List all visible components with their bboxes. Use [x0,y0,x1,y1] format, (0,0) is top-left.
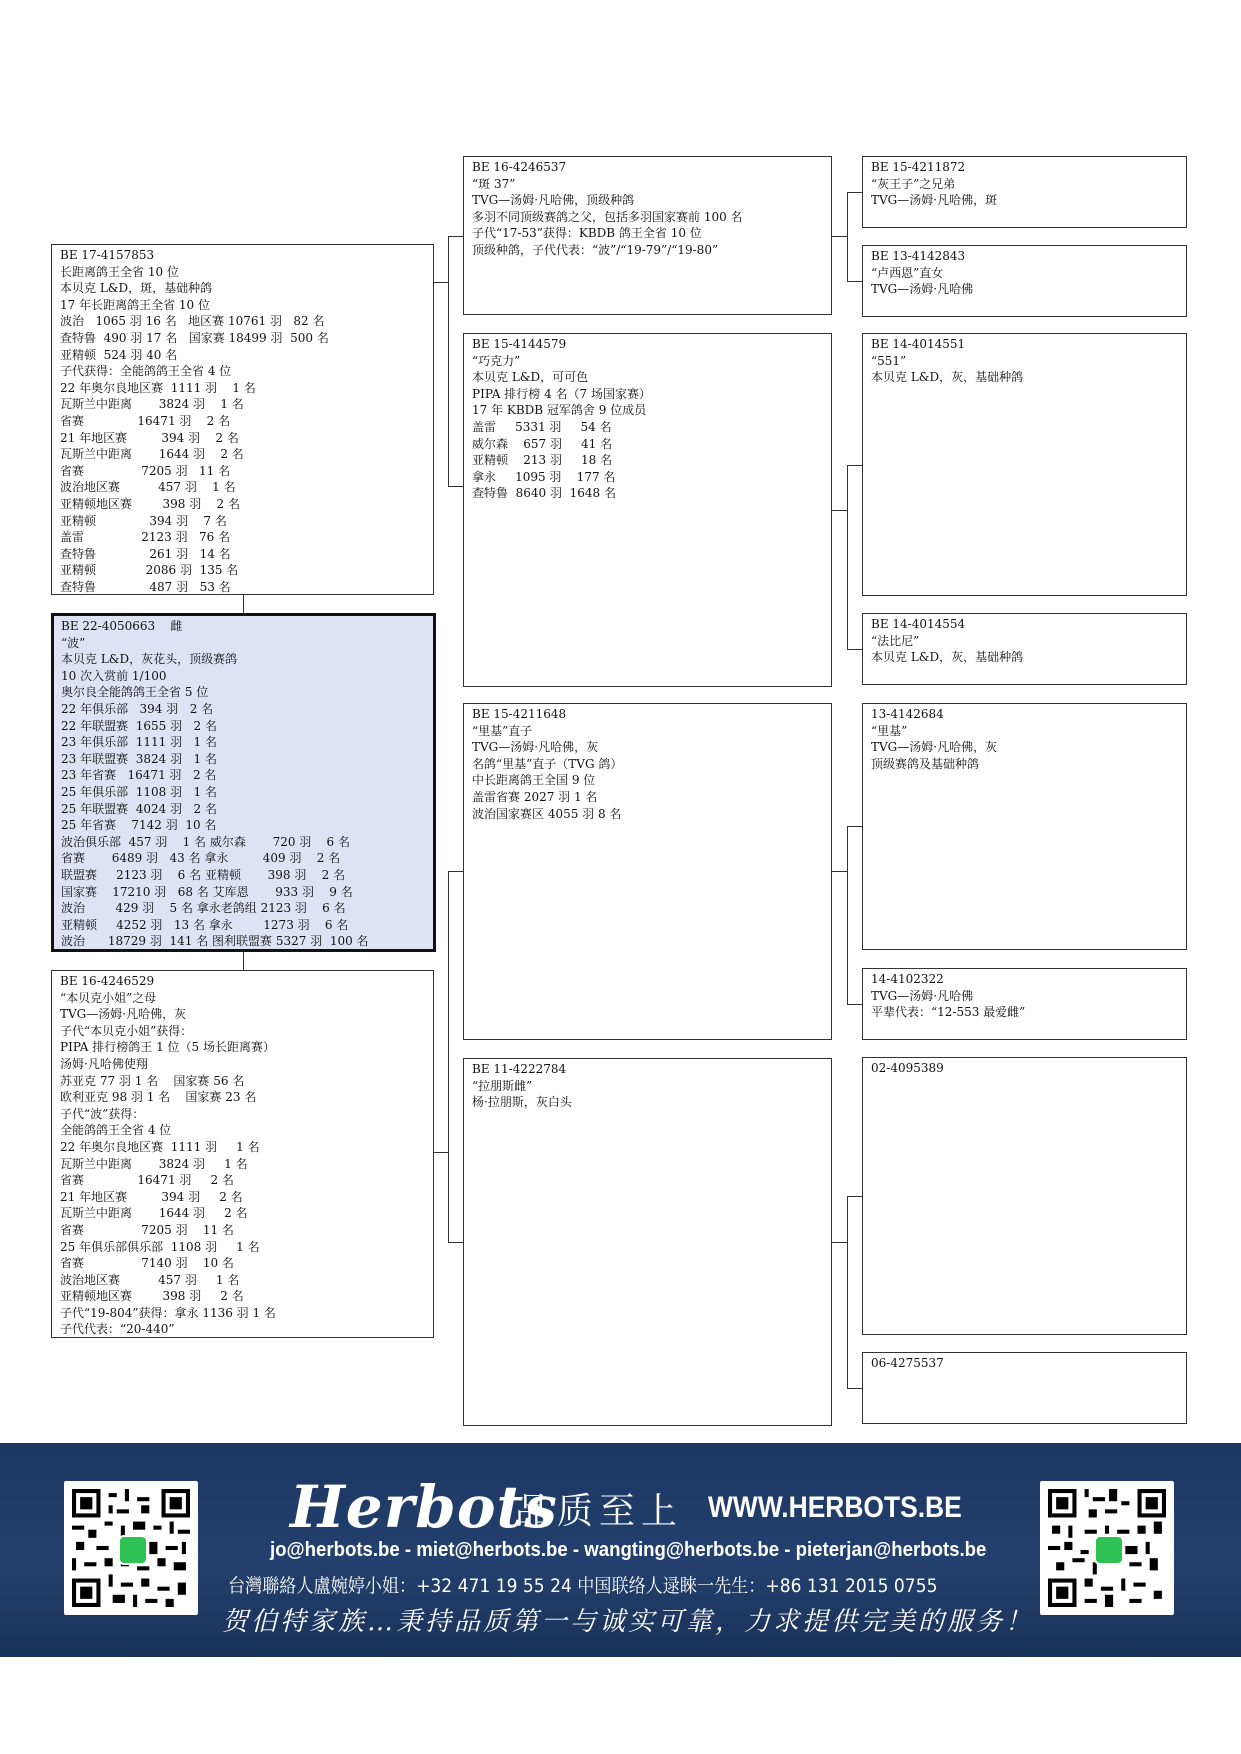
line-qr-code[interactable] [64,1481,198,1615]
pedigree-line: 盖雷 5331 羽 54 名 [472,419,612,434]
ring-number: BE 22-4050663 雌 [61,619,183,633]
connector-line [832,1242,847,1243]
connector-line [847,826,848,1004]
pedigree-line: 10 次入赏前 1/100 [61,668,167,683]
pedigree-line: 查特鲁 490 羽 17 名 国家赛 18499 羽 500 名 [60,330,329,345]
pedigree-line: 亚精顿地区赛 398 羽 2 名 [60,496,240,511]
connector-line [847,649,862,650]
pedigree-line: TVG—汤姆·凡哈佛，顶级种鸽 [472,193,635,208]
ring-number: BE 15-4144579 [472,337,567,351]
pedigree-line: 盖雷 2123 羽 76 名 [60,530,231,545]
pedigree-line: 17 年长距离鸽王全省 10 位 [60,297,210,312]
pedigree-line: 波治 18729 羽 141 名 图利联盟赛 5327 羽 100 名 [61,934,369,949]
connector-line [847,1388,862,1389]
pedigree-line: 查特鲁 261 羽 14 名 [60,546,231,561]
dam-sire-card [463,703,832,1040]
pedigree-line: 17 年 KBDB 冠军鸽舍 9 位成员 [472,403,647,418]
sire-sire-sire-card [862,156,1187,228]
pedigree-line: 21 年地区赛 394 羽 2 名 [60,430,239,445]
pedigree-line: 欧利亚克 98 羽 1 名 国家赛 23 名 [60,1090,257,1105]
ring-number: BE 13-4142843 [871,249,966,263]
pedigree-line: 亚精顿 394 羽 7 名 [60,513,227,528]
pedigree-line: 瓦斯兰中距离 1644 羽 2 名 [60,447,244,462]
pedigree-line: “拉朋斯雌” [472,1078,533,1093]
connector-line [847,465,862,466]
wechat-qr-code[interactable] [1040,1481,1174,1615]
ring-number: BE 15-4211648 [472,707,567,721]
connector-line [832,510,847,511]
connector-line [832,236,847,237]
pedigree-line: 21 年地区赛 394 羽 2 名 [60,1189,243,1204]
connector-line [448,236,463,237]
pedigree-line: 本贝克 L&D，灰，基础种鸽 [871,650,1024,665]
pedigree-line: 亚精顿 2086 羽 135 名 [60,563,239,578]
pedigree-line: 波治 1065 羽 16 名 地区赛 10761 羽 82 名 [60,314,325,329]
pedigree-line: 波治地区赛 457 羽 1 名 [60,480,236,495]
pedigree-line: 亚精顿 213 羽 18 名 [472,453,613,468]
line-app-icon [118,1535,148,1565]
pedigree-line: 亚精顿 4252 羽 13 名 拿永 1273 羽 6 名 [61,917,349,932]
pedigree-line: 22 年联盟赛 1655 羽 2 名 [61,718,217,733]
connector-line [847,465,848,649]
pedigree-line: TVG—汤姆·凡哈佛，灰 [871,740,998,755]
pedigree-line: 子代代表：“20-440” [60,1322,175,1337]
pedigree-line: 亚精顿地区赛 398 羽 2 名 [60,1289,244,1304]
ring-number: BE 16-4246529 [60,974,155,988]
connector-line [434,1152,448,1153]
pedigree-line: 长距离鸽王全省 10 位 [60,264,179,279]
connector-line [434,282,448,283]
dam-card [51,970,434,1338]
ring-number: 13-4142684 [871,707,944,721]
pedigree-line: 苏亚克 77 羽 1 名 国家赛 56 名 [60,1073,245,1088]
connector-line [847,826,862,827]
pedigree-line: 省赛 7205 羽 11 名 [60,1222,234,1237]
pedigree-line: 波治 429 羽 5 名 拿永老鸽组 2123 羽 6 名 [61,901,346,916]
sire-dam-sire-card [862,333,1187,596]
pedigree-line: 国家赛 17210 羽 68 名 艾库恩 933 羽 9 名 [61,884,353,899]
pedigree-line: 瓦斯兰中距离 3824 羽 1 名 [60,1156,248,1171]
pedigree-line: “灰王子”之兄弟 [871,176,956,191]
sire-dam-card [463,333,832,687]
pedigree-line: “斑 37” [472,176,516,191]
pedigree-line: 瓦斯兰中距离 3824 羽 1 名 [60,397,244,412]
connector-line [243,952,244,970]
connector-line [847,1004,862,1005]
contact-phone-numbers: 台灣聯絡人盧婉婷小姐：+32 471 19 55 24 中国联络人逯睞一先生：+86 131 2015 0755 [228,1575,938,1597]
connector-line [448,1242,463,1243]
pedigree-line: 拿永 1095 羽 177 名 [472,469,616,484]
herbots-logo: Herbots [290,1473,558,1541]
pedigree-line: PIPA 排行榜 4 名（7 场国家赛） [472,386,651,401]
pedigree-line: 瓦斯兰中距离 1644 羽 2 名 [60,1206,248,1221]
pedigree-line: 威尔森 657 羽 41 名 [472,436,613,451]
connector-line [448,871,463,872]
pedigree-line: 波治国家赛区 4055 羽 8 名 [472,806,622,821]
dam-dam-card [463,1058,832,1426]
pedigree-line: 全能鸽鸽王全省 4 位 [60,1123,172,1138]
dam-sire-sire-card [862,703,1187,950]
pedigree-line: 22 年奥尔良地区赛 1111 羽 1 名 [60,1139,260,1154]
ring-number: 02-4095389 [871,1061,944,1075]
pedigree-line: 省赛 16471 羽 2 名 [60,413,231,428]
wechat-app-icon [1094,1535,1124,1565]
connector-line [847,1196,848,1388]
pedigree-line: 波治地区赛 457 羽 1 名 [60,1272,240,1287]
website-link[interactable]: WWW.HERBOTS.BE [708,1491,962,1524]
dam-sire-dam-card [862,968,1187,1040]
ring-number: BE 17-4157853 [60,248,155,262]
slogan-text: 品质至上 [515,1491,684,1532]
pedigree-line: 顶级种鸽，子代代表：“波”/“19-79”/“19-80” [472,242,719,257]
pedigree-line: 顶级赛鸽及基础种鸽 [871,756,980,771]
pedigree-line: PIPA 排行榜鸽王 1 位（5 场长距离赛） [60,1040,275,1055]
connector-line [847,192,848,281]
email-addresses[interactable]: jo@herbots.be - miet@herbots.be - wangting@herbots.be - pieterjan@herbots.be [270,1539,987,1561]
pedigree-line: TVG—汤姆·凡哈佛，斑 [871,193,998,208]
pedigree-line: 盖雷省赛 2027 羽 1 名 [472,789,598,804]
pedigree-line: 子代“波”获得： [60,1106,145,1121]
pedigree-line: 省赛 7140 羽 10 名 [60,1256,234,1271]
pedigree-line: 本贝克 L&D，斑，基础种鸽 [60,281,213,296]
connector-line [847,1196,862,1197]
ring-number: BE 16-4246537 [472,160,567,174]
pedigree-line: 多羽不同顶级赛鸽之父，包括多羽国家赛前 100 名 [472,209,743,224]
pedigree-line: “里基”直子 [472,723,533,738]
connector-line [448,871,449,1242]
pedigree-line: TVG—汤姆·凡哈佛，灰 [472,740,599,755]
sire-card [51,244,434,595]
pedigree-line: “551” [871,353,907,368]
pedigree-line: 汤姆·凡哈佛使翔 [60,1056,148,1071]
pedigree-line: 本贝克 L&D，灰，基础种鸽 [871,370,1024,385]
ring-number: BE 11-4222784 [472,1062,567,1076]
pedigree-line: 子代获得：全能鸽鸽王全省 4 位 [60,364,232,379]
pedigree-line: 亚精顿 524 羽 40 名 [60,347,178,362]
pedigree-line: 名鸽“里基”直子（TVG 鸽） [472,756,623,771]
pedigree-line: “里基” [871,723,908,738]
pedigree-line: “本贝克小姐”之母 [60,990,157,1005]
pedigree-line: 25 年俱乐部 1108 羽 1 名 [61,784,217,799]
pedigree-line: TVG—汤姆·凡哈佛 [871,282,974,297]
footer-banner [0,1443,1241,1657]
pedigree-line: 省赛 7205 羽 11 名 [60,463,231,478]
ring-number: BE 14-4014551 [871,337,966,351]
pedigree-line: 22 年奥尔良地区赛 1111 羽 1 名 [60,380,256,395]
connector-line [847,281,862,282]
pedigree-line: “巧克力” [472,353,521,368]
pedigree-line: “法比尼” [871,633,920,648]
pedigree-line: 平辈代表：“12-553 最爱雌” [871,1005,1026,1020]
pedigree-line: 25 年省赛 7142 羽 10 名 [61,818,217,833]
pedigree-line: 省赛 16471 羽 2 名 [60,1173,234,1188]
pedigree-line: 联盟赛 2123 羽 6 名 亚精顿 398 羽 2 名 [61,867,346,882]
dam-dam-dam-card [862,1352,1187,1424]
subject-pigeon-card [51,613,436,952]
pedigree-line: 23 年省赛 16471 羽 2 名 [61,768,217,783]
pedigree-line: 23 年俱乐部 1111 羽 1 名 [61,735,217,750]
pedigree-line: 子代“17-53”获得：KBDB 鸽王全省 10 位 [472,226,702,241]
pedigree-line: 杨·拉朋斯，灰白头 [472,1095,572,1110]
pedigree-line: 本贝克 L&D，灰花头，顶级赛鸽 [61,652,238,667]
pedigree-line: 查特鲁 8640 羽 1648 名 [472,486,616,501]
pedigree-line: 子代“19-804”获得：拿永 1136 羽 1 名 [60,1305,276,1320]
connector-line [847,192,862,193]
connector-line [243,595,244,613]
ring-number: BE 15-4211872 [871,160,966,174]
pedigree-line: “波” [61,635,86,650]
connector-line [832,871,847,872]
pedigree-line: 子代“本贝克小姐”获得： [60,1023,193,1038]
connector-line [448,236,449,486]
pedigree-line: TVG—汤姆·凡哈佛，灰 [60,1007,187,1022]
pedigree-line: 25 年俱乐部俱乐部 1108 羽 1 名 [60,1239,260,1254]
pedigree-line: TVG—汤姆·凡哈佛 [871,988,974,1003]
ring-number: 06-4275537 [871,1356,944,1370]
pedigree-line: 25 年联盟赛 4024 羽 2 名 [61,801,217,816]
sire-dam-dam-card [862,613,1187,685]
sire-sire-dam-card [862,245,1187,317]
pedigree-line: 查特鲁 487 羽 53 名 [60,579,231,594]
dam-dam-sire-card [862,1057,1187,1335]
ring-number: 14-4102322 [871,972,944,986]
sire-sire-card [463,156,832,315]
pedigree-line: “卢西恩”直女 [871,265,944,280]
pedigree-line: 省赛 6489 羽 43 名 拿永 409 羽 2 名 [61,851,341,866]
pedigree-line: 中长距离鸽王全国 9 位 [472,773,596,788]
pedigree-line: 奥尔良全能鸽鸽王全省 5 位 [61,685,209,700]
pedigree-line: 本贝克 L&D，可可色 [472,370,589,385]
ring-number: BE 14-4014554 [871,617,966,631]
connector-line [448,486,463,487]
family-motto: 贺伯特家族…秉持品质第一与诚实可靠，力求提供完美的服务！ [222,1607,1035,1637]
pedigree-line: 22 年俱乐部 394 羽 2 名 [61,701,214,716]
pedigree-line: 23 年联盟赛 3824 羽 1 名 [61,751,217,766]
pedigree-line: 波治俱乐部 457 羽 1 名 威尔森 720 羽 6 名 [61,834,350,849]
